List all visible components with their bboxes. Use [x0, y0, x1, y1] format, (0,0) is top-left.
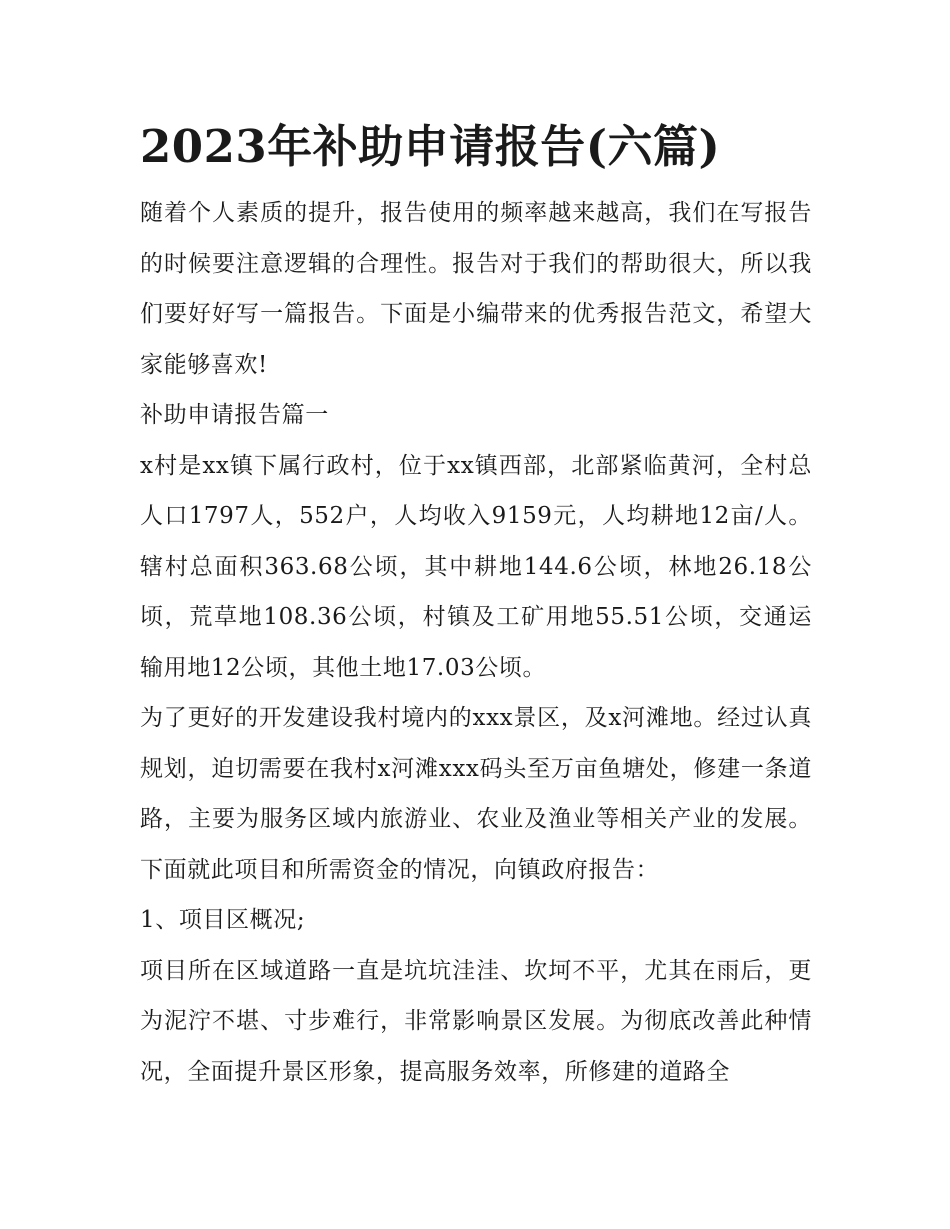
- paragraph-project-purpose: 为了更好的开发建设我村境内的xxx景区，及x河滩地。经过认真规划，迫切需要在我村x河滩xxx码头至万亩鱼塘处，修建一条道路，主要为服务区域内旅游业、农业及渔业等相关产业的发展。下面就此项目和所需资金的情况，向镇政府报告：: [140, 705, 812, 883]
- paragraph-project-area: 项目所在区域道路一直是坑坑洼洼、坎坷不平，尤其在雨后，更为泥泞不堪、寸步难行，非常影响景区发展。为彻底改善此种情况，全面提升景区形象，提高服务效率，所修建的道路全: [140, 957, 812, 1085]
- paragraph-intro: 随着个人素质的提升，报告使用的频率越来越高，我们在写报告的时候要注意逻辑的合理性。报告对于我们的帮助很大，所以我们要好好写一篇报告。下面是小编带来的优秀报告范文，希望大家能够喜欢!: [140, 200, 812, 378]
- subsection-heading: 1、项目区概况;: [140, 907, 306, 933]
- section-heading: 补助申请报告篇一: [140, 402, 329, 428]
- document-title: 2023年补助申请报告(六篇): [140, 120, 721, 173]
- document-page: [140, 112, 812, 1097]
- paragraph-village-overview: x村是xx镇下属行政村，位于xx镇西部，北部紧临黄河，全村总人口1797人，552户，人均收入9159元，人均耕地12亩/人。辖村总面积363.68公顷，其中耕地144.6公顷，林地26.18公顷，荒草地108.36公顷，村镇及工矿用地55.51公顷，交通运输用地12公顷，其他土地17.03公顷。: [140, 452, 812, 681]
